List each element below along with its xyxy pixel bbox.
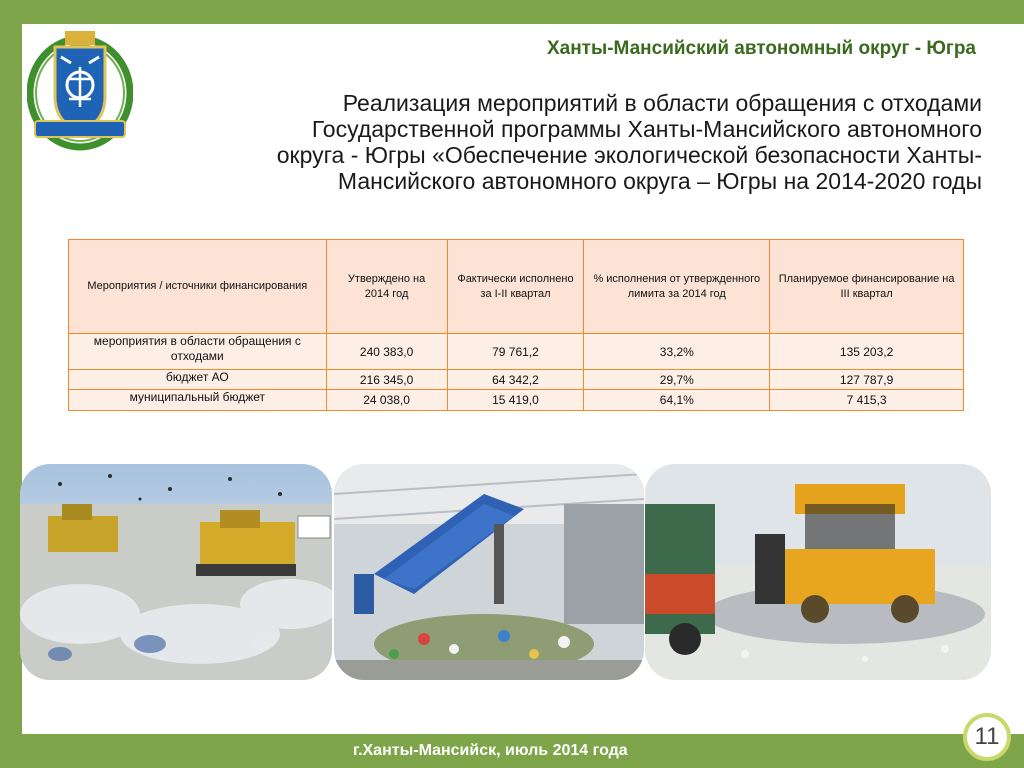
sorting-conveyor-photo [334,464,644,680]
slide-title [200,90,982,194]
table-row [69,390,964,411]
table-row [69,370,964,390]
column-header: Утверждено на 2014 год [326,240,447,334]
table-row [69,334,964,370]
table-cell: 29,7% [584,370,770,390]
table-cell: 64 342,2 [447,370,584,390]
table-header-row [69,240,964,334]
coat-of-arms-emblem [27,27,133,151]
column-header: Мероприятия / источники финансирования [69,240,327,334]
slide-title-line: Государственной программы Ханты-Мансийского автономного [311,116,982,142]
table-cell: 24 038,0 [326,390,447,411]
table-cell: 15 419,0 [447,390,584,411]
page-number-badge: 11 [963,713,1011,761]
column-header: % исполнения от утвержденного лимита за 2014 год [584,240,770,334]
table-cell: 240 383,0 [326,334,447,370]
footer-location-date: г.Ханты-Мансийск, июль 2014 года [353,742,628,759]
table-cell: 127 787,9 [770,370,964,390]
table-cell: 33,2% [584,334,770,370]
slide-title-line: Мансийского автономного округа – Югры на 2014-2020 годы [337,168,982,194]
top-frame-bar [0,0,1024,24]
column-header: Планируемое финансирование на III квартал [770,240,964,334]
region-title: Ханты-Мансийский автономный округ - Югра [546,38,976,59]
row-label: бюджет АО [69,370,327,390]
financing-table [68,239,964,411]
slide-title-line: округа - Югры «Обеспечение экологической безопасности Ханты- [276,142,982,168]
landfill-bulldozers-photo [20,464,332,680]
table-cell: 216 345,0 [326,370,447,390]
slide-title-line: Реализация мероприятий в области обращения с отходами [342,90,982,116]
table-cell: 135 203,2 [770,334,964,370]
table-cell: 79 761,2 [447,334,584,370]
left-frame-bar [0,0,22,768]
row-label: мероприятия в области обращения с отходами [69,334,327,370]
row-label: муниципальный бюджет [69,390,327,411]
column-header: Фактически исполнено за I-II квартал [447,240,584,334]
table-cell: 64,1% [584,390,770,411]
compactor-truck-photo [645,464,991,680]
table-cell: 7 415,3 [770,390,964,411]
